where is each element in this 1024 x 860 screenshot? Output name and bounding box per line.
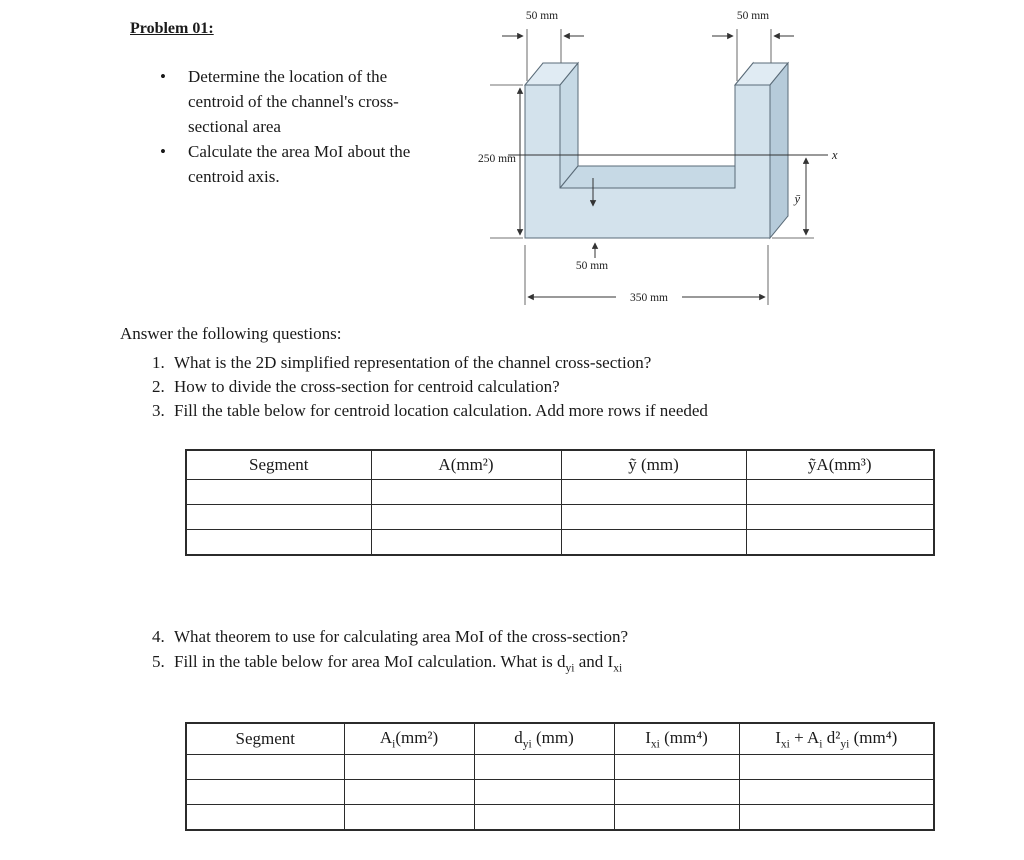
table-row <box>186 530 934 556</box>
dim-label-flange-left: 50 mm <box>525 10 559 22</box>
table-cell <box>739 755 934 780</box>
table-cell <box>746 530 934 556</box>
table-cell <box>186 480 371 505</box>
bullet-icon: • <box>160 142 166 161</box>
col-header-dyi: $d_{yi}$ (mm) <box>474 723 614 755</box>
question-text: Fill in the table below for area MoI calculation. What is $d_{yi}$ and $I_{xi}$ <box>174 652 623 675</box>
question-text: What is the 2D simplified representation of the channel cross-section? <box>174 353 652 372</box>
col-header-area-i: $A_i(mm^2)$ <box>344 723 474 755</box>
table-row <box>186 755 934 780</box>
table-cell <box>614 780 739 805</box>
table-cell <box>474 780 614 805</box>
question-number: 3. <box>152 401 165 420</box>
table-cell <box>186 755 344 780</box>
moi-table <box>185 722 935 831</box>
table-row <box>186 480 934 505</box>
table-cell <box>371 530 561 556</box>
answer-intro: Answer the following questions: <box>120 324 342 343</box>
table-cell <box>739 780 934 805</box>
table-cell <box>614 805 739 831</box>
table-cell <box>614 755 739 780</box>
col-header-area: A(mm²) <box>371 450 561 480</box>
dim-label-height: 250 mm <box>477 153 516 165</box>
question-text: What theorem to use for calculating area MoI of the cross-section? <box>174 627 629 646</box>
table-cell <box>344 780 474 805</box>
table-cell <box>371 480 561 505</box>
centroid-table <box>185 449 935 556</box>
question-item <box>152 649 628 680</box>
table-row <box>186 780 934 805</box>
channel-web-top-face <box>560 166 753 188</box>
question-item <box>152 399 708 423</box>
table-cell <box>344 805 474 831</box>
table-cell <box>186 780 344 805</box>
dim-label-flange-right: 50 mm <box>736 10 770 22</box>
question-item <box>152 375 708 399</box>
table-cell <box>561 530 746 556</box>
questions-4-5 <box>152 624 628 680</box>
col-header-ybar-a: ỹA(mm³) <box>746 450 934 480</box>
objective-text: Determine the location of the centroid of the channel's cross-sectional area <box>188 67 399 136</box>
question-number: 5. <box>152 652 165 671</box>
dim-label-web: 50 mm <box>575 260 609 272</box>
table-cell <box>561 480 746 505</box>
channel-cross-section-figure <box>470 5 1024 315</box>
question-text: How to divide the cross-section for centroid calculation? <box>174 377 560 396</box>
col-header-segment: Segment <box>186 723 344 755</box>
list-item <box>160 64 460 139</box>
table-cell <box>746 505 934 530</box>
question-item <box>152 351 708 375</box>
ybar-label: ȳ <box>794 192 800 206</box>
table-cell <box>739 805 934 831</box>
col-header-ybar: ỹ (mm) <box>561 450 746 480</box>
table-row <box>186 505 934 530</box>
question-number: 1. <box>152 353 165 372</box>
table-row <box>186 805 934 831</box>
col-header-ixi-parallel-axis: $I_{xi} + A_i$ $d^2_{yi}$ (mm⁴) <box>739 723 934 755</box>
question-text: Fill the table below for centroid location calculation. Add more rows if needed <box>174 401 708 420</box>
table-cell <box>186 505 371 530</box>
table-cell <box>371 505 561 530</box>
question-number: 4. <box>152 627 165 646</box>
table-cell <box>746 480 934 505</box>
col-header-ixi: $I_{xi}$ (mm⁴) <box>614 723 739 755</box>
table-cell <box>561 505 746 530</box>
page-title: Problem 01: <box>130 20 214 37</box>
col-header-segment: Segment <box>186 450 371 480</box>
table-cell <box>344 755 474 780</box>
dim-label-width: 350 mm <box>629 292 669 304</box>
channel-right-side-face <box>770 63 788 238</box>
table-cell <box>474 805 614 831</box>
table-cell <box>474 755 614 780</box>
questions-1-3 <box>152 351 708 423</box>
table-cell <box>186 530 371 556</box>
objective-text: Calculate the area MoI about the centroid axis. <box>188 142 411 186</box>
objectives-list <box>160 64 460 189</box>
bullet-icon: • <box>160 67 166 86</box>
table-header-row <box>186 450 934 480</box>
table-header-row <box>186 723 934 755</box>
channel-figure-svg <box>470 5 1024 315</box>
x-axis-label: x <box>832 148 838 162</box>
question-item <box>152 624 628 649</box>
list-item <box>160 139 460 189</box>
question-number: 2. <box>152 377 165 396</box>
table-cell <box>186 805 344 831</box>
